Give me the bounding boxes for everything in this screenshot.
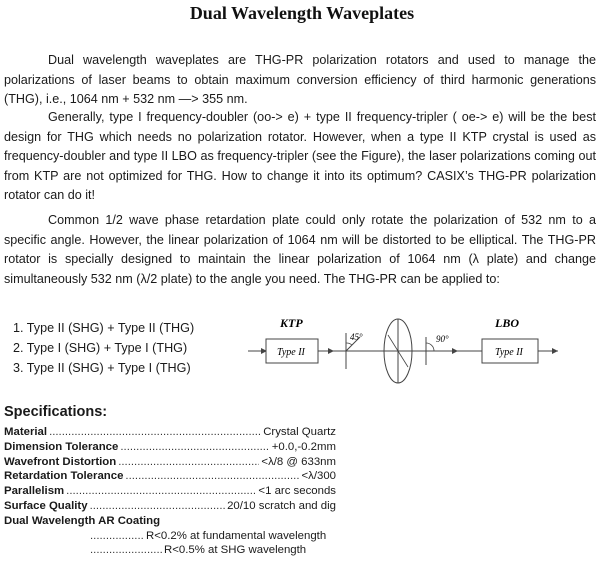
spec-value: <1 arc seconds: [258, 485, 336, 498]
application-item: 1. Type II (SHG) + Type II (THG): [13, 321, 195, 335]
angle-arc-icon: [346, 343, 352, 345]
spec-name: Surface Quality: [4, 499, 88, 512]
arrow-mid2-icon: [452, 348, 458, 354]
page-title: Dual Wavelength Waveplates: [189, 3, 415, 23]
rotator-text: Common 1/2 wave phase retardation plate could only rotate the polarization of 532 nm to a specific angle. However, the linear polarization of 1064 nm will be distorted to be elliptical. The THG-PR rotator is specially designed to maintain the linear polarization of 1064 nm (λ plate) and change simultaneously 532 nm (λ/2 plate) to the angle you need. The THG-PR can be applied to:: [4, 213, 596, 286]
arrow-out-icon: [552, 348, 558, 354]
angle-45-label: 45°: [350, 332, 363, 342]
spec-row: [4, 484, 336, 499]
spec-value: <λ/8 @ 633nm: [261, 455, 336, 468]
spec-value: +0.0,-0.2mm: [271, 440, 336, 453]
spec-name: Parallelism: [4, 485, 65, 498]
spec-row: [4, 469, 336, 484]
lbo-label: LBO: [495, 316, 519, 330]
specifications-heading: Specifications:: [4, 404, 108, 420]
intro-paragraph: [4, 51, 596, 110]
diagram-svg: [246, 313, 566, 389]
coating-row: [90, 529, 336, 544]
design-text: Generally, type I frequency-doubler (oo-> e) + type II frequency-tripler ( oe-> e) will be the best design for THG which needs no polarization rotator. However, when a type II KTP crystal is used as frequency-doubler and type II LBO as frequency-tripler (see the Figure), the laser polarizations coming out from KTP are not optimized for THG. How to change it into its optimum? CASIX’s THG-PR polarization rotator can do it!: [4, 110, 596, 202]
ktp-type-label: Type II: [277, 347, 305, 358]
intro-text: Dual wavelength waveplates are THG-PR polarization rotators and used to manage the polarizations of laser beams to obtain maximum conversion efficiency of third harmonic generations (THG), i.e., 1064 nm + 532 nm —> 355 nm.: [4, 53, 596, 106]
coating-heading: Dual Wavelength AR Coating: [4, 514, 161, 527]
spec-row: [4, 455, 336, 470]
lbo-type-label: Type II: [495, 347, 523, 358]
spec-name: Retardation Tolerance: [4, 470, 124, 483]
spec-value: Crystal Quartz: [263, 426, 336, 438]
application-item: 2. Type I (SHG) + Type I (THG): [13, 341, 188, 355]
spec-name: Wavefront Distortion: [4, 455, 117, 468]
application-list: [13, 318, 194, 378]
spec-value: 20/10 scratch and dig: [227, 499, 336, 512]
specifications-table: [4, 425, 336, 558]
angle-90-label: 90°: [436, 334, 449, 344]
ktp-label: KTP: [280, 316, 303, 330]
spec-name: Dimension Tolerance: [4, 440, 119, 453]
design-paragraph: [4, 108, 596, 206]
spec-name: Material: [4, 426, 48, 438]
spec-row: [4, 440, 336, 455]
rotator-paragraph: [4, 211, 596, 289]
coating-value: R<0.5% at SHG wavelength: [164, 544, 307, 557]
spec-row: [4, 425, 336, 440]
angle-90-arc-icon: [426, 343, 434, 351]
coating-row: [90, 543, 336, 558]
coating-value: R<0.2% at fundamental wavelength: [146, 529, 327, 542]
spec-row: [4, 499, 336, 514]
application-item: 3. Type II (SHG) + Type I (THG): [13, 361, 191, 375]
spec-value: <λ/300: [301, 470, 336, 483]
thg-setup-diagram: [246, 313, 566, 389]
arrow-mid-icon: [328, 348, 334, 354]
